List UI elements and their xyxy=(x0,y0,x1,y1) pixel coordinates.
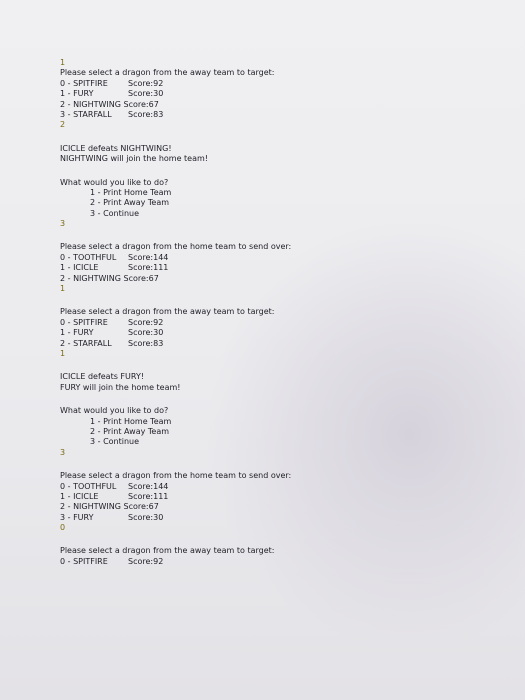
dragon-entry xyxy=(60,513,360,523)
dragon-entry xyxy=(60,482,360,492)
result-line: ICICLE defeats NIGHTWING! xyxy=(60,143,172,153)
away-team-list xyxy=(60,557,360,567)
user-input-line: 1 xyxy=(60,348,66,358)
dragon-score: Score:144 xyxy=(128,481,169,491)
dragon-entry xyxy=(60,79,360,89)
dragon-name: 3 - STARFALL xyxy=(60,109,112,119)
home-team-list xyxy=(60,482,360,524)
dragon-entry xyxy=(60,89,360,99)
block-result-2 xyxy=(60,372,360,393)
block-target-2 xyxy=(60,307,360,359)
block-send-2 xyxy=(60,471,360,533)
dragon-entry xyxy=(60,100,360,110)
home-team-list xyxy=(60,253,360,284)
dragon-entry xyxy=(60,328,360,338)
dragon-score: Score:30 xyxy=(128,328,164,338)
dragon-score: Score:92 xyxy=(128,556,164,566)
menu-option: 2 - Print Away Team xyxy=(90,426,170,436)
dragon-entry xyxy=(60,274,360,284)
block-result-1 xyxy=(60,144,360,165)
result-line: FURY will join the home team! xyxy=(60,382,181,392)
dragon-entry xyxy=(60,263,360,273)
prompt-line: Please select a dragon from the away team to target: xyxy=(60,68,275,78)
menu-option: 1 - Print Home Team xyxy=(90,416,172,426)
dragon-entry xyxy=(60,110,360,120)
prompt-line: Please select a dragon from the away team to target: xyxy=(60,546,275,556)
dragon-name: 0 - TOOTHFUL xyxy=(60,252,117,262)
dragon-entry xyxy=(60,557,360,567)
menu-option: 3 - Continue xyxy=(90,208,140,218)
prompt-line: Please select a dragon from the home team to send over: xyxy=(60,242,292,252)
dragon-name: 2 - NIGHTWING Score:67 xyxy=(60,502,159,512)
block-target-1 xyxy=(60,58,360,131)
dragon-entry xyxy=(60,318,360,328)
dragon-name: 0 - TOOTHFUL xyxy=(60,481,117,491)
block-send-1 xyxy=(60,242,360,294)
dragon-score: Score:144 xyxy=(128,252,169,262)
dragon-name: 3 - FURY xyxy=(60,512,94,522)
dragon-name: 1 - ICICLE xyxy=(60,263,99,273)
dragon-entry xyxy=(60,492,360,502)
menu-option: 1 - Print Home Team xyxy=(90,187,172,197)
away-team-list xyxy=(60,318,360,349)
dragon-score: Score:83 xyxy=(128,338,164,348)
menu-question: What would you like to do? xyxy=(60,177,169,187)
dragon-entry xyxy=(60,339,360,349)
dragon-name: 1 - FURY xyxy=(60,89,94,99)
dragon-name: 0 - SPITFIRE xyxy=(60,78,108,88)
result-line: ICICLE defeats FURY! xyxy=(60,372,145,382)
prompt-line: Please select a dragon from the home team to send over: xyxy=(60,471,292,481)
dragon-name: 2 - NIGHTWING Score:67 xyxy=(60,273,159,283)
dragon-score: Score:83 xyxy=(128,109,164,119)
block-target-3 xyxy=(60,546,360,567)
dragon-score: Score:111 xyxy=(128,263,169,273)
user-input-line: 3 xyxy=(60,447,66,457)
dragon-entry xyxy=(60,502,360,512)
user-input-line: 2 xyxy=(60,120,66,130)
user-input-line: 3 xyxy=(60,219,66,229)
dragon-name: 2 - NIGHTWING Score:67 xyxy=(60,99,159,109)
dragon-name: 1 - ICICLE xyxy=(60,491,99,501)
dragon-score: Score:92 xyxy=(128,317,164,327)
dragon-name: 1 - FURY xyxy=(60,328,94,338)
user-input-line: 0 xyxy=(60,523,66,533)
user-input-line: 1 xyxy=(60,58,66,67)
menu-option: 3 - Continue xyxy=(90,437,140,447)
away-team-list xyxy=(60,79,360,121)
menu-option: 2 - Print Away Team xyxy=(90,198,170,208)
console-output xyxy=(60,58,360,567)
dragon-score: Score:111 xyxy=(128,491,169,501)
block-menu-2 xyxy=(60,406,360,458)
dragon-name: 2 - STARFALL xyxy=(60,338,112,348)
menu-question: What would you like to do? xyxy=(60,406,169,416)
prompt-line: Please select a dragon from the away team to target: xyxy=(60,307,275,317)
user-input-line: 1 xyxy=(60,284,66,294)
dragon-score: Score:92 xyxy=(128,78,164,88)
dragon-name: 0 - SPITFIRE xyxy=(60,556,108,566)
dragon-entry xyxy=(60,253,360,263)
dragon-score: Score:30 xyxy=(128,512,164,522)
dragon-score: Score:30 xyxy=(128,89,164,99)
dragon-name: 0 - SPITFIRE xyxy=(60,317,108,327)
result-line: NIGHTWING will join the home team! xyxy=(60,154,209,164)
block-menu-1 xyxy=(60,178,360,230)
